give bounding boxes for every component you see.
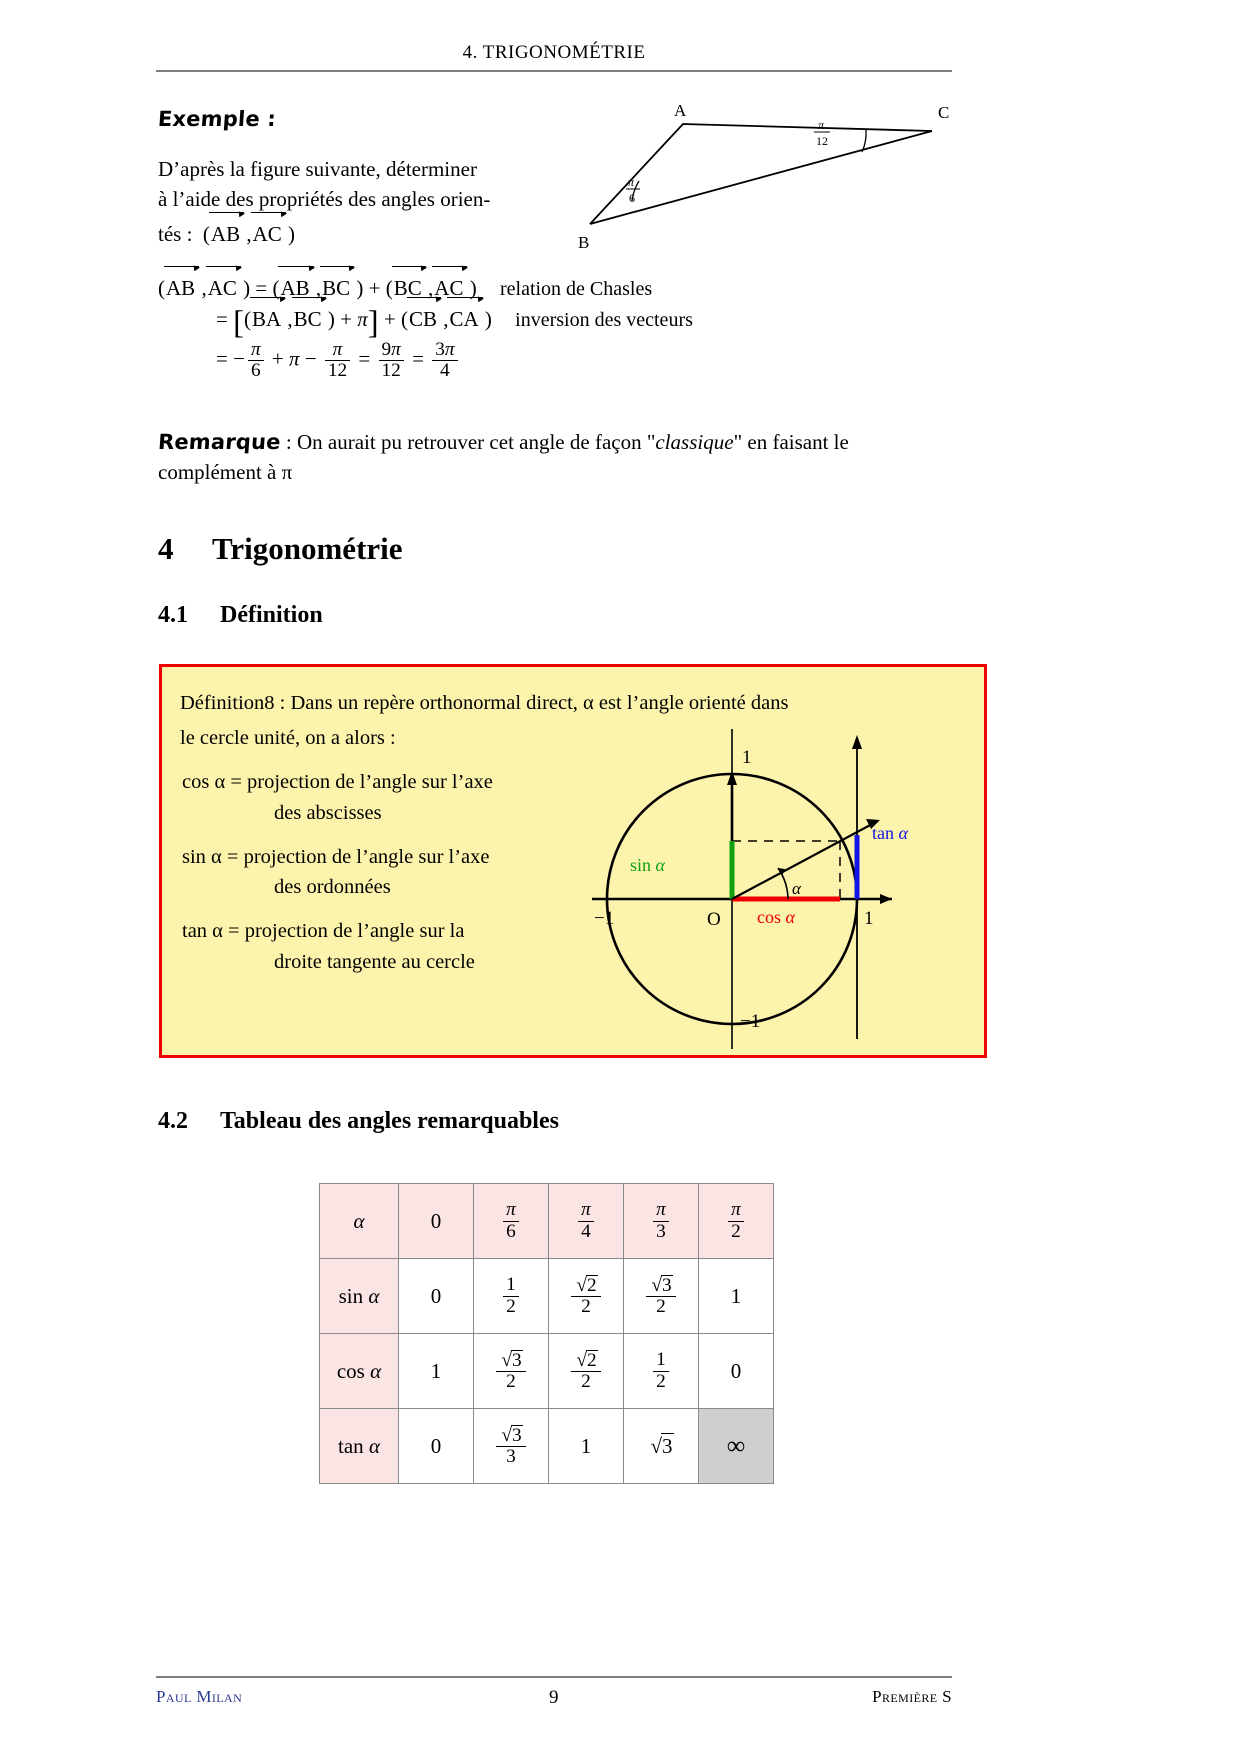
fraction-pi-12: $\frac{\pi}{12}$ [325, 340, 350, 382]
vector-AC: AC [207, 276, 237, 300]
vector-AB: AB [210, 222, 241, 246]
label-x-one: 1 [864, 908, 874, 929]
vector-BC: BC [322, 276, 351, 300]
definition-box [159, 664, 987, 1058]
row-label-sin: sin α [320, 1259, 399, 1334]
example-paragraph-line1: D’après la figure suivante, déterminer [158, 157, 477, 181]
section-heading-table [158, 1108, 559, 1135]
vector-CA: CA [449, 307, 479, 331]
vector-AC: AC [252, 222, 282, 246]
table-row [320, 1409, 774, 1484]
row-label-alpha: α [320, 1184, 399, 1259]
cell-cos-0: 1 [399, 1334, 474, 1409]
table-row [320, 1259, 774, 1334]
vertex-label-A: A [674, 101, 687, 120]
definition-intro-line1: Dans un repère orthonormal direct, α est l’angle orienté dans [290, 692, 789, 714]
definition-item-tan [182, 916, 582, 978]
table-row [320, 1334, 774, 1409]
vector-BA: BA [251, 307, 282, 331]
cell-cos-pi2: 0 [699, 1334, 774, 1409]
footer-class: Première S [872, 1687, 952, 1706]
footer-page-number: 9 [549, 1687, 559, 1708]
label-x-minus-one: −1 [594, 908, 615, 929]
remarque-block [158, 428, 954, 488]
definition-intro-line2: le cercle unité, on a alors : [180, 727, 396, 749]
cell-cos-pi6: √ $\frac{3}{2}$ [474, 1334, 549, 1409]
fraction-3pi-4: $\frac{3\pi}{4}$ [432, 340, 457, 382]
fraction-9pi-12: $\frac{9\pi}{12}$ [379, 340, 404, 382]
equation-line-1: (AB ,AC ) = (AB ,BC ) + (BC ,AC ) relation de Chasles [158, 276, 653, 300]
equation-note-inversion: inversion des vecteurs [515, 309, 693, 331]
cell-sin-pi3: √ $\frac{3}{2}$ [624, 1259, 699, 1334]
exemple-heading [158, 107, 276, 132]
footer-rule [156, 1676, 952, 1678]
angle-label-pi-over-6 [626, 175, 640, 205]
example-paragraph [158, 155, 550, 215]
vertex-label-C: C [938, 103, 950, 122]
header-rule [156, 70, 952, 72]
fraction-pi-6: $\frac{\pi}{6}$ [248, 340, 264, 382]
unit-circle-figure [592, 719, 972, 1049]
table-row [320, 1184, 774, 1259]
label-tan: tan α [872, 823, 908, 843]
remarque-text-before: On aurait pu retrouver cet angle de façon " [297, 430, 656, 454]
remarque-colon: : [285, 430, 292, 454]
label-origin: O [707, 909, 721, 930]
section-title-4-1: Définition [220, 602, 323, 628]
cell-sin-0: 0 [399, 1259, 474, 1334]
section-title-4-2: Tableau des angles remarquables [220, 1108, 559, 1134]
vector-CB: CB [408, 307, 437, 331]
footer-author: Paul Milan [156, 1687, 243, 1706]
cell-sin-pi4: √ $\frac{2}{2}$ [549, 1259, 624, 1334]
equation-line-2: = [(BA ,BC ) + π] + (CB ,CA ) inversion des vecteurs [216, 305, 693, 342]
label-sin: sin α [630, 855, 665, 875]
section-number-4-2: 4.2 [158, 1108, 188, 1134]
svg-text:6: 6 [629, 191, 635, 205]
remarque-italic: classique [655, 430, 734, 454]
cell-tan-pi6: √ $\frac{3}{3}$ [474, 1409, 549, 1484]
label-alpha: α [792, 879, 801, 898]
definition-item-cos-line2: des abscisses [274, 801, 382, 824]
section-number-4-1: 4.1 [158, 602, 188, 628]
remarque-label: Remarque [157, 430, 282, 454]
svg-text:π: π [818, 118, 825, 132]
definition-item-cos [182, 767, 582, 829]
vector-AB: AB [280, 276, 310, 300]
equation-block [158, 276, 958, 387]
vector-AC: AC [434, 276, 464, 300]
equation-line-3: = − $\frac{\pi}{6}$ + π − $\frac{\pi}{12}$ = $\frac{9\pi}{12}$ = $\frac{3\pi}{4}$ [158, 340, 958, 382]
cell-alpha-pi6: $\frac{\pi}{6}$ [474, 1184, 549, 1259]
definition-item-sin [182, 842, 582, 904]
vector-BC: BC [393, 276, 422, 300]
vector-AB: AB [166, 276, 196, 300]
section-heading-definition [158, 602, 323, 629]
angle-label-pi-over-12 [814, 118, 830, 148]
label-y-one: 1 [742, 747, 752, 768]
label-y-minus-one: −1 [740, 1011, 761, 1032]
svg-text:π: π [628, 175, 635, 189]
definition-item-sin-line1: sin α = projection de l’angle sur l’axe [182, 845, 490, 868]
cell-tan-pi2: ∞ [699, 1409, 774, 1484]
exemple-label: Exemple : [157, 107, 277, 131]
svg-text:12: 12 [816, 134, 828, 148]
page-title [158, 531, 403, 567]
definition-number: 8 [264, 692, 275, 714]
definition-item-list [182, 767, 582, 991]
chapter-title: Trigonométrie [212, 531, 403, 566]
cell-tan-pi3: √ 3 [624, 1409, 699, 1484]
remarque-text-after: " en faisant le complément à π [158, 430, 849, 484]
example-paragraph-line2: à l’aide des propriétés des angles orien- [158, 186, 491, 211]
triangle-figure [560, 96, 960, 256]
row-label-tan: tan α [320, 1409, 399, 1484]
cell-cos-pi4: √ $\frac{2}{2}$ [549, 1334, 624, 1409]
row-label-cos: cos α [320, 1334, 399, 1409]
cell-tan-0: 0 [399, 1409, 474, 1484]
definition-item-sin-line2: des ordonnées [274, 876, 391, 899]
definition-intro [180, 689, 970, 719]
remarkable-angles-table [319, 1183, 774, 1484]
definition-item-cos-line1: cos α = projection de l’angle sur l’axe [182, 771, 493, 793]
vector-BC: BC [293, 307, 322, 331]
cell-sin-pi6: $\frac{1}{2}$ [474, 1259, 549, 1334]
cell-alpha-pi2: $\frac{\pi}{2}$ [699, 1184, 774, 1259]
definition-label: Définition [180, 692, 265, 714]
definition-item-tan-line2: droite tangente au cercle [274, 950, 475, 973]
cell-alpha-pi3: $\frac{\pi}{3}$ [624, 1184, 699, 1259]
tes-label: tés : [158, 222, 193, 246]
cell-cos-pi3: $\frac{1}{2}$ [624, 1334, 699, 1409]
chapter-number: 4 [158, 531, 174, 566]
vertex-label-B: B [578, 233, 590, 252]
example-target-line: tés : (AB ,AC ) [158, 222, 296, 246]
label-cos: cos α [757, 907, 795, 927]
definition-colon: : [279, 692, 286, 714]
running-header: 4. TRIGONOMÉTRIE [462, 42, 646, 63]
cell-sin-pi2: 1 [699, 1259, 774, 1334]
equation-note-chasles: relation de Chasles [499, 278, 653, 300]
cell-alpha-0: 0 [399, 1184, 474, 1259]
cell-tan-pi4: 1 [549, 1409, 624, 1484]
cell-alpha-pi4: $\frac{\pi}{4}$ [549, 1184, 624, 1259]
definition-item-tan-line1: tan α = projection de l’angle sur la [182, 920, 465, 942]
